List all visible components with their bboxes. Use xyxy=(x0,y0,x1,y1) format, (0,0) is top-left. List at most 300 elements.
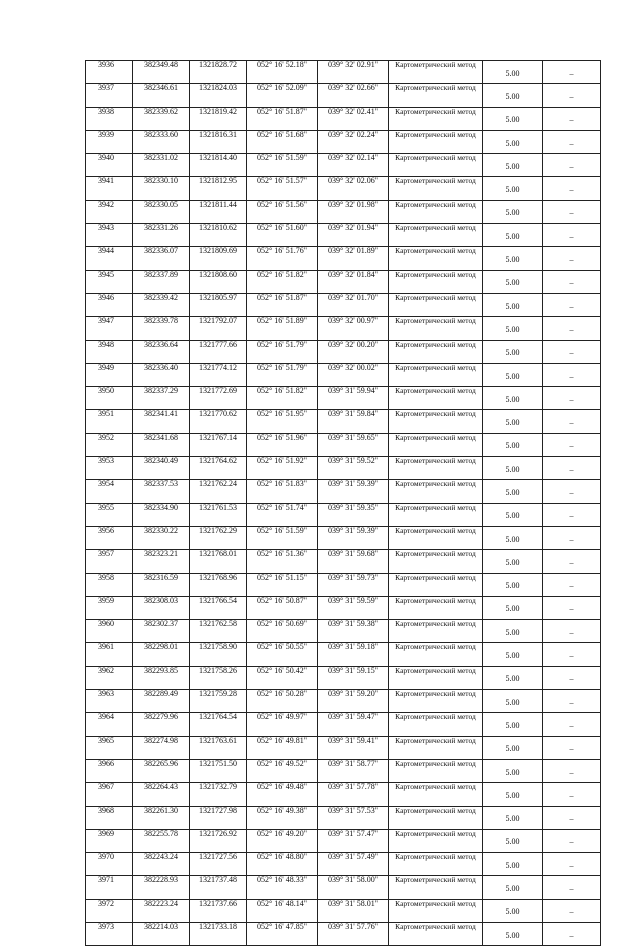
accuracy-cell: 5.00 xyxy=(483,503,543,526)
accuracy-cell: 5.00 xyxy=(483,643,543,666)
method-cell: Картометрический метод xyxy=(389,736,483,759)
method-cell: Картометрический метод xyxy=(389,480,483,503)
y-coordinate-cell: 1321758.90 xyxy=(190,643,247,666)
method-cell: Картометрический метод xyxy=(389,503,483,526)
method-cell: Картометрический метод xyxy=(389,433,483,456)
table-row xyxy=(86,61,601,84)
longitude-cell: 039° 31' 59.59" xyxy=(318,596,389,619)
latitude-cell: 052° 16' 50.42" xyxy=(247,666,318,689)
method-cell: Картометрический метод xyxy=(389,224,483,247)
accuracy-cell: 5.00 xyxy=(483,107,543,130)
x-coordinate-cell: 382289.49 xyxy=(133,690,190,713)
latitude-cell: 052° 16' 51.68" xyxy=(247,130,318,153)
longitude-cell: 039° 31' 59.84" xyxy=(318,410,389,433)
accuracy-cell: 5.00 xyxy=(483,154,543,177)
latitude-cell: 052° 16' 51.59" xyxy=(247,154,318,177)
x-coordinate-cell: 382302.37 xyxy=(133,620,190,643)
latitude-cell: 052° 16' 51.87" xyxy=(247,107,318,130)
y-coordinate-cell: 1321816.31 xyxy=(190,130,247,153)
latitude-cell: 052° 16' 51.15" xyxy=(247,573,318,596)
method-cell: Картометрический метод xyxy=(389,526,483,549)
table-row xyxy=(86,387,601,410)
table-row xyxy=(86,806,601,829)
table-row xyxy=(86,736,601,759)
y-coordinate-cell: 1321762.24 xyxy=(190,480,247,503)
latitude-cell: 052° 16' 50.87" xyxy=(247,596,318,619)
longitude-cell: 039° 32' 02.24" xyxy=(318,130,389,153)
x-coordinate-cell: 382331.02 xyxy=(133,154,190,177)
latitude-cell: 052° 16' 51.59" xyxy=(247,526,318,549)
method-cell: Картометрический метод xyxy=(389,899,483,922)
x-coordinate-cell: 382336.40 xyxy=(133,363,190,386)
y-coordinate-cell: 1321770.62 xyxy=(190,410,247,433)
y-coordinate-cell: 1321764.54 xyxy=(190,713,247,736)
longitude-cell: 039° 31' 59.41" xyxy=(318,736,389,759)
x-coordinate-cell: 382339.42 xyxy=(133,293,190,316)
y-coordinate-cell: 1321732.79 xyxy=(190,783,247,806)
table-row xyxy=(86,713,601,736)
x-coordinate-cell: 382349.48 xyxy=(133,61,190,84)
accuracy-cell: 5.00 xyxy=(483,433,543,456)
point-number-cell: 3961 xyxy=(86,643,133,666)
latitude-cell: 052° 16' 50.55" xyxy=(247,643,318,666)
latitude-cell: 052° 16' 51.95" xyxy=(247,410,318,433)
note-cell: – xyxy=(543,736,601,759)
table-row xyxy=(86,340,601,363)
method-cell: Картометрический метод xyxy=(389,387,483,410)
note-cell: – xyxy=(543,457,601,480)
x-coordinate-cell: 382341.41 xyxy=(133,410,190,433)
note-cell: – xyxy=(543,130,601,153)
accuracy-cell: 5.00 xyxy=(483,876,543,899)
point-number-cell: 3972 xyxy=(86,899,133,922)
accuracy-cell: 5.00 xyxy=(483,130,543,153)
method-cell: Картометрический метод xyxy=(389,340,483,363)
method-cell: Картометрический метод xyxy=(389,61,483,84)
latitude-cell: 052° 16' 48.80" xyxy=(247,853,318,876)
method-cell: Картометрический метод xyxy=(389,643,483,666)
note-cell: – xyxy=(543,503,601,526)
point-number-cell: 3938 xyxy=(86,107,133,130)
y-coordinate-cell: 1321766.54 xyxy=(190,596,247,619)
longitude-cell: 039° 32' 01.89" xyxy=(318,247,389,270)
longitude-cell: 039° 32' 00.02" xyxy=(318,363,389,386)
method-cell: Картометрический метод xyxy=(389,829,483,852)
latitude-cell: 052° 16' 51.96" xyxy=(247,433,318,456)
y-coordinate-cell: 1321759.28 xyxy=(190,690,247,713)
x-coordinate-cell: 382316.59 xyxy=(133,573,190,596)
point-number-cell: 3956 xyxy=(86,526,133,549)
accuracy-cell: 5.00 xyxy=(483,224,543,247)
longitude-cell: 039° 31' 57.53" xyxy=(318,806,389,829)
table-row xyxy=(86,457,601,480)
x-coordinate-cell: 382333.60 xyxy=(133,130,190,153)
point-number-cell: 3960 xyxy=(86,620,133,643)
longitude-cell: 039° 32' 01.98" xyxy=(318,200,389,223)
method-cell: Картометрический метод xyxy=(389,550,483,573)
method-cell: Картометрический метод xyxy=(389,596,483,619)
table-row xyxy=(86,107,601,130)
note-cell: – xyxy=(543,270,601,293)
accuracy-cell: 5.00 xyxy=(483,736,543,759)
accuracy-cell: 5.00 xyxy=(483,899,543,922)
note-cell: – xyxy=(543,363,601,386)
note-cell: – xyxy=(543,177,601,200)
y-coordinate-cell: 1321764.62 xyxy=(190,457,247,480)
y-coordinate-cell: 1321737.66 xyxy=(190,899,247,922)
table-row xyxy=(86,154,601,177)
latitude-cell: 052° 16' 51.57" xyxy=(247,177,318,200)
x-coordinate-cell: 382339.62 xyxy=(133,107,190,130)
table-row xyxy=(86,224,601,247)
accuracy-cell: 5.00 xyxy=(483,200,543,223)
latitude-cell: 052° 16' 49.52" xyxy=(247,759,318,782)
latitude-cell: 052° 16' 48.14" xyxy=(247,899,318,922)
latitude-cell: 052° 16' 51.82" xyxy=(247,270,318,293)
x-coordinate-cell: 382265.96 xyxy=(133,759,190,782)
longitude-cell: 039° 32' 00.20" xyxy=(318,340,389,363)
table-row xyxy=(86,177,601,200)
latitude-cell: 052° 16' 51.74" xyxy=(247,503,318,526)
accuracy-cell: 5.00 xyxy=(483,690,543,713)
longitude-cell: 039° 32' 02.66" xyxy=(318,84,389,107)
x-coordinate-cell: 382255.78 xyxy=(133,829,190,852)
note-cell: – xyxy=(543,759,601,782)
method-cell: Картометрический метод xyxy=(389,317,483,340)
point-number-cell: 3944 xyxy=(86,247,133,270)
point-number-cell: 3952 xyxy=(86,433,133,456)
note-cell: – xyxy=(543,806,601,829)
latitude-cell: 052° 16' 51.83" xyxy=(247,480,318,503)
method-cell: Картометрический метод xyxy=(389,130,483,153)
accuracy-cell: 5.00 xyxy=(483,783,543,806)
longitude-cell: 039° 31' 59.94" xyxy=(318,387,389,410)
accuracy-cell: 5.00 xyxy=(483,340,543,363)
point-number-cell: 3948 xyxy=(86,340,133,363)
latitude-cell: 052° 16' 51.36" xyxy=(247,550,318,573)
point-number-cell: 3967 xyxy=(86,783,133,806)
longitude-cell: 039° 31' 57.49" xyxy=(318,853,389,876)
method-cell: Картометрический метод xyxy=(389,759,483,782)
latitude-cell: 052° 16' 47.85" xyxy=(247,922,318,945)
method-cell: Картометрический метод xyxy=(389,247,483,270)
y-coordinate-cell: 1321758.26 xyxy=(190,666,247,689)
point-number-cell: 3942 xyxy=(86,200,133,223)
point-number-cell: 3954 xyxy=(86,480,133,503)
note-cell: – xyxy=(543,200,601,223)
point-number-cell: 3953 xyxy=(86,457,133,480)
latitude-cell: 052° 16' 51.87" xyxy=(247,293,318,316)
x-coordinate-cell: 382336.64 xyxy=(133,340,190,363)
y-coordinate-cell: 1321819.42 xyxy=(190,107,247,130)
accuracy-cell: 5.00 xyxy=(483,550,543,573)
point-number-cell: 3968 xyxy=(86,806,133,829)
longitude-cell: 039° 31' 59.65" xyxy=(318,433,389,456)
note-cell: – xyxy=(543,783,601,806)
longitude-cell: 039° 31' 58.01" xyxy=(318,899,389,922)
y-coordinate-cell: 1321828.72 xyxy=(190,61,247,84)
longitude-cell: 039° 31' 59.39" xyxy=(318,480,389,503)
latitude-cell: 052° 16' 51.79" xyxy=(247,363,318,386)
y-coordinate-cell: 1321824.03 xyxy=(190,84,247,107)
y-coordinate-cell: 1321811.44 xyxy=(190,200,247,223)
table-row xyxy=(86,503,601,526)
accuracy-cell: 5.00 xyxy=(483,829,543,852)
note-cell: – xyxy=(543,433,601,456)
point-number-cell: 3940 xyxy=(86,154,133,177)
latitude-cell: 052° 16' 51.82" xyxy=(247,387,318,410)
latitude-cell: 052° 16' 51.89" xyxy=(247,317,318,340)
note-cell: – xyxy=(543,713,601,736)
note-cell: – xyxy=(543,922,601,945)
point-number-cell: 3964 xyxy=(86,713,133,736)
method-cell: Картометрический метод xyxy=(389,806,483,829)
point-number-cell: 3973 xyxy=(86,922,133,945)
y-coordinate-cell: 1321792.07 xyxy=(190,317,247,340)
note-cell: – xyxy=(543,317,601,340)
x-coordinate-cell: 382337.53 xyxy=(133,480,190,503)
longitude-cell: 039° 31' 59.38" xyxy=(318,620,389,643)
longitude-cell: 039° 32' 01.84" xyxy=(318,270,389,293)
y-coordinate-cell: 1321810.62 xyxy=(190,224,247,247)
method-cell: Картометрический метод xyxy=(389,154,483,177)
point-number-cell: 3955 xyxy=(86,503,133,526)
note-cell: – xyxy=(543,573,601,596)
x-coordinate-cell: 382337.29 xyxy=(133,387,190,410)
method-cell: Картометрический метод xyxy=(389,84,483,107)
longitude-cell: 039° 31' 57.78" xyxy=(318,783,389,806)
point-number-cell: 3943 xyxy=(86,224,133,247)
y-coordinate-cell: 1321809.69 xyxy=(190,247,247,270)
table-row xyxy=(86,130,601,153)
table-row xyxy=(86,410,601,433)
note-cell: – xyxy=(543,550,601,573)
longitude-cell: 039° 31' 59.18" xyxy=(318,643,389,666)
longitude-cell: 039° 32' 02.91" xyxy=(318,61,389,84)
point-number-cell: 3970 xyxy=(86,853,133,876)
method-cell: Картометрический метод xyxy=(389,713,483,736)
x-coordinate-cell: 382334.90 xyxy=(133,503,190,526)
y-coordinate-cell: 1321762.58 xyxy=(190,620,247,643)
point-number-cell: 3945 xyxy=(86,270,133,293)
accuracy-cell: 5.00 xyxy=(483,480,543,503)
note-cell: – xyxy=(543,643,601,666)
longitude-cell: 039° 32' 02.41" xyxy=(318,107,389,130)
accuracy-cell: 5.00 xyxy=(483,853,543,876)
x-coordinate-cell: 382264.43 xyxy=(133,783,190,806)
x-coordinate-cell: 382214.03 xyxy=(133,922,190,945)
y-coordinate-cell: 1321737.48 xyxy=(190,876,247,899)
accuracy-cell: 5.00 xyxy=(483,387,543,410)
x-coordinate-cell: 382261.30 xyxy=(133,806,190,829)
x-coordinate-cell: 382340.49 xyxy=(133,457,190,480)
latitude-cell: 052° 16' 49.48" xyxy=(247,783,318,806)
table-row xyxy=(86,200,601,223)
method-cell: Картометрический метод xyxy=(389,457,483,480)
point-number-cell: 3965 xyxy=(86,736,133,759)
note-cell: – xyxy=(543,224,601,247)
note-cell: – xyxy=(543,690,601,713)
x-coordinate-cell: 382298.01 xyxy=(133,643,190,666)
latitude-cell: 052° 16' 51.56" xyxy=(247,200,318,223)
note-cell: – xyxy=(543,154,601,177)
longitude-cell: 039° 31' 59.39" xyxy=(318,526,389,549)
longitude-cell: 039° 31' 58.77" xyxy=(318,759,389,782)
x-coordinate-cell: 382308.03 xyxy=(133,596,190,619)
point-number-cell: 3946 xyxy=(86,293,133,316)
latitude-cell: 052° 16' 51.76" xyxy=(247,247,318,270)
point-number-cell: 3962 xyxy=(86,666,133,689)
longitude-cell: 039° 31' 57.47" xyxy=(318,829,389,852)
latitude-cell: 052° 16' 48.33" xyxy=(247,876,318,899)
x-coordinate-cell: 382341.68 xyxy=(133,433,190,456)
point-number-cell: 3963 xyxy=(86,690,133,713)
latitude-cell: 052° 16' 49.38" xyxy=(247,806,318,829)
longitude-cell: 039° 31' 59.20" xyxy=(318,690,389,713)
method-cell: Картометрический метод xyxy=(389,853,483,876)
note-cell: – xyxy=(543,666,601,689)
x-coordinate-cell: 382330.22 xyxy=(133,526,190,549)
latitude-cell: 052° 16' 49.81" xyxy=(247,736,318,759)
table-row xyxy=(86,922,601,945)
y-coordinate-cell: 1321767.14 xyxy=(190,433,247,456)
point-number-cell: 3936 xyxy=(86,61,133,84)
note-cell: – xyxy=(543,876,601,899)
point-number-cell: 3939 xyxy=(86,130,133,153)
longitude-cell: 039° 32' 02.14" xyxy=(318,154,389,177)
y-coordinate-cell: 1321762.29 xyxy=(190,526,247,549)
table-row xyxy=(86,783,601,806)
y-coordinate-cell: 1321751.50 xyxy=(190,759,247,782)
note-cell: – xyxy=(543,293,601,316)
table-row xyxy=(86,829,601,852)
y-coordinate-cell: 1321814.40 xyxy=(190,154,247,177)
x-coordinate-cell: 382337.89 xyxy=(133,270,190,293)
method-cell: Картометрический метод xyxy=(389,410,483,433)
x-coordinate-cell: 382293.85 xyxy=(133,666,190,689)
y-coordinate-cell: 1321772.69 xyxy=(190,387,247,410)
table-row xyxy=(86,433,601,456)
x-coordinate-cell: 382274.98 xyxy=(133,736,190,759)
longitude-cell: 039° 31' 59.15" xyxy=(318,666,389,689)
y-coordinate-cell: 1321812.95 xyxy=(190,177,247,200)
method-cell: Картометрический метод xyxy=(389,293,483,316)
longitude-cell: 039° 31' 57.76" xyxy=(318,922,389,945)
table-row xyxy=(86,84,601,107)
table-row xyxy=(86,690,601,713)
latitude-cell: 052° 16' 49.97" xyxy=(247,713,318,736)
longitude-cell: 039° 31' 59.47" xyxy=(318,713,389,736)
x-coordinate-cell: 382279.96 xyxy=(133,713,190,736)
point-number-cell: 3950 xyxy=(86,387,133,410)
note-cell: – xyxy=(543,107,601,130)
accuracy-cell: 5.00 xyxy=(483,666,543,689)
table-row xyxy=(86,759,601,782)
point-number-cell: 3951 xyxy=(86,410,133,433)
note-cell: – xyxy=(543,340,601,363)
table-row xyxy=(86,876,601,899)
latitude-cell: 052° 16' 52.18" xyxy=(247,61,318,84)
table-row xyxy=(86,363,601,386)
table-row xyxy=(86,317,601,340)
accuracy-cell: 5.00 xyxy=(483,61,543,84)
accuracy-cell: 5.00 xyxy=(483,84,543,107)
x-coordinate-cell: 382228.93 xyxy=(133,876,190,899)
y-coordinate-cell: 1321805.97 xyxy=(190,293,247,316)
y-coordinate-cell: 1321733.18 xyxy=(190,922,247,945)
accuracy-cell: 5.00 xyxy=(483,247,543,270)
y-coordinate-cell: 1321726.92 xyxy=(190,829,247,852)
longitude-cell: 039° 32' 02.06" xyxy=(318,177,389,200)
x-coordinate-cell: 382323.21 xyxy=(133,550,190,573)
accuracy-cell: 5.00 xyxy=(483,759,543,782)
longitude-cell: 039° 32' 01.70" xyxy=(318,293,389,316)
method-cell: Картометрический метод xyxy=(389,177,483,200)
accuracy-cell: 5.00 xyxy=(483,526,543,549)
x-coordinate-cell: 382243.24 xyxy=(133,853,190,876)
accuracy-cell: 5.00 xyxy=(483,806,543,829)
accuracy-cell: 5.00 xyxy=(483,713,543,736)
longitude-cell: 039° 32' 01.94" xyxy=(318,224,389,247)
accuracy-cell: 5.00 xyxy=(483,457,543,480)
longitude-cell: 039° 31' 58.00" xyxy=(318,876,389,899)
method-cell: Картометрический метод xyxy=(389,363,483,386)
note-cell: – xyxy=(543,899,601,922)
table-row xyxy=(86,293,601,316)
note-cell: – xyxy=(543,596,601,619)
y-coordinate-cell: 1321727.56 xyxy=(190,853,247,876)
y-coordinate-cell: 1321768.96 xyxy=(190,573,247,596)
note-cell: – xyxy=(543,84,601,107)
point-number-cell: 3969 xyxy=(86,829,133,852)
accuracy-cell: 5.00 xyxy=(483,293,543,316)
x-coordinate-cell: 382336.07 xyxy=(133,247,190,270)
accuracy-cell: 5.00 xyxy=(483,573,543,596)
longitude-cell: 039° 31' 59.35" xyxy=(318,503,389,526)
accuracy-cell: 5.00 xyxy=(483,363,543,386)
longitude-cell: 039° 31' 59.73" xyxy=(318,573,389,596)
longitude-cell: 039° 32' 00.97" xyxy=(318,317,389,340)
latitude-cell: 052° 16' 49.20" xyxy=(247,829,318,852)
note-cell: – xyxy=(543,620,601,643)
accuracy-cell: 5.00 xyxy=(483,410,543,433)
table-row xyxy=(86,270,601,293)
note-cell: – xyxy=(543,526,601,549)
table-body xyxy=(86,61,601,946)
method-cell: Картометрический метод xyxy=(389,573,483,596)
latitude-cell: 052° 16' 50.28" xyxy=(247,690,318,713)
point-number-cell: 3971 xyxy=(86,876,133,899)
table-row xyxy=(86,550,601,573)
x-coordinate-cell: 382346.61 xyxy=(133,84,190,107)
table-row xyxy=(86,666,601,689)
method-cell: Картометрический метод xyxy=(389,620,483,643)
x-coordinate-cell: 382330.05 xyxy=(133,200,190,223)
method-cell: Картометрический метод xyxy=(389,107,483,130)
latitude-cell: 052° 16' 52.09" xyxy=(247,84,318,107)
table-row xyxy=(86,899,601,922)
note-cell: – xyxy=(543,247,601,270)
point-number-cell: 3947 xyxy=(86,317,133,340)
y-coordinate-cell: 1321808.60 xyxy=(190,270,247,293)
note-cell: – xyxy=(543,480,601,503)
method-cell: Картометрический метод xyxy=(389,200,483,223)
method-cell: Картометрический метод xyxy=(389,876,483,899)
y-coordinate-cell: 1321763.61 xyxy=(190,736,247,759)
method-cell: Картометрический метод xyxy=(389,783,483,806)
method-cell: Картометрический метод xyxy=(389,666,483,689)
accuracy-cell: 5.00 xyxy=(483,596,543,619)
